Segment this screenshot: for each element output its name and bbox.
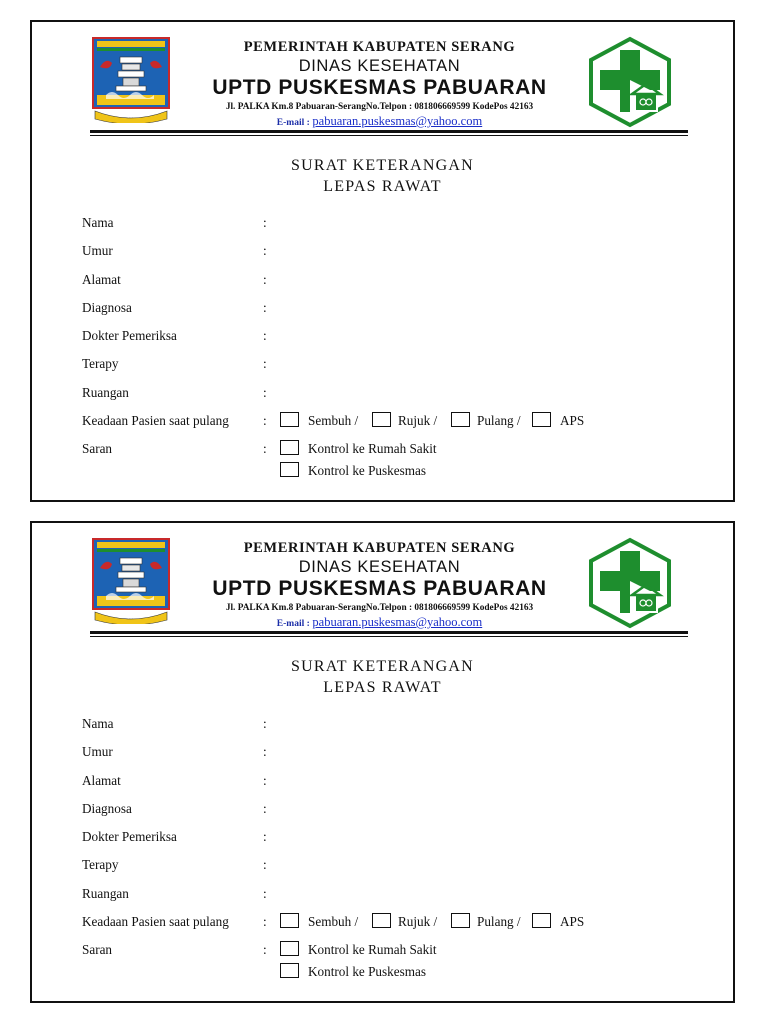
field-label: Dokter Pemeriksa [82,829,177,844]
field-label: Umur [82,744,113,759]
field-colon: : [263,413,267,428]
option-kontrol-rumah-sakit: Kontrol ke Rumah Sakit [308,441,437,456]
address: Jl. PALKA Km.8 Pabuaran-SerangNo.Telpon : 081806669599 KodePos 42163 [225,102,534,112]
email-line [177,114,582,130]
field-label: Dokter Pemeriksa [82,328,177,343]
field-label: Terapy [82,857,119,872]
field-saran [82,941,582,959]
option-pulang: Pulang / [477,914,521,929]
checkbox-sembuh[interactable] [280,412,299,427]
email-label: E-mail : [276,118,310,128]
puskesmas-green-cross-icon [586,36,674,128]
field-label: Nama [82,215,114,230]
header-divider-thin [90,636,688,637]
email-link[interactable]: pabuaran.puskesmas@yahoo.com [312,114,483,128]
field-colon: : [263,215,267,230]
svg-text:...: ... [128,616,134,621]
option-sembuh: Sembuh / [308,413,359,428]
field-colon: : [263,942,267,957]
option-kontrol-puskesmas: Kontrol ke Puskesmas [308,463,426,478]
address: Jl. PALKA Km.8 Pabuaran-SerangNo.Telpon : 081806669599 KodePos 42163 [225,603,534,613]
government-name: PEMERINTAH KABUPATEN SERANG [243,540,516,556]
field-label: Umur [82,243,113,258]
checkbox-aps[interactable] [532,913,551,928]
field-saran-2 [82,462,582,480]
field-colon: : [263,300,267,315]
checkbox-aps[interactable] [532,412,551,427]
option-rujuk: Rujuk / [398,914,438,929]
field-colon: : [263,914,267,929]
government-name: PEMERINTAH KABUPATEN SERANG [243,39,516,55]
option-kontrol-rumah-sakit: Kontrol ke Rumah Sakit [308,942,437,957]
field-saran-2 [82,963,582,981]
checkbox-kontrol-rumah-sakit[interactable] [280,941,299,956]
document-title: SURAT KETERANGAN [291,658,474,675]
field-label: Alamat [82,773,121,788]
document-subtitle: LEPAS RAWAT [323,178,442,195]
field-colon: : [263,385,267,400]
field-label: Saran [82,942,113,957]
svg-text:...: ... [128,115,134,120]
option-aps: APS [560,914,585,929]
field-label: Keadaan Pasien saat pulang [82,914,229,929]
field-label: Diagnosa [82,801,132,816]
option-pulang: Pulang / [477,413,521,428]
field-colon: : [263,829,267,844]
field-colon: : [263,272,267,287]
option-aps: APS [560,413,585,428]
letterhead [177,539,582,631]
unit-name: UPTD PUSKESMAS PABUARAN [212,577,547,600]
checkbox-kontrol-rumah-sakit[interactable] [280,440,299,455]
email-link[interactable]: pabuaran.puskesmas@yahoo.com [312,615,483,629]
puskesmas-green-cross-icon [586,537,674,629]
field-colon: : [263,886,267,901]
field-colon: : [263,328,267,343]
option-rujuk: Rujuk / [398,413,438,428]
field-saran [82,440,582,458]
document-subtitle: LEPAS RAWAT [323,679,442,696]
field-colon: : [263,356,267,371]
checkbox-rujuk[interactable] [372,412,391,427]
field-label: Nama [82,716,114,731]
serang-regency-crest-icon [92,37,170,123]
field-colon: : [263,744,267,759]
unit-name: UPTD PUSKESMAS PABUARAN [212,76,547,99]
field-label: Saran [82,441,113,456]
checkbox-kontrol-puskesmas[interactable] [280,963,299,978]
checkbox-sembuh[interactable] [280,913,299,928]
checkbox-kontrol-puskesmas[interactable] [280,462,299,477]
checkbox-pulang[interactable] [451,913,470,928]
checkbox-pulang[interactable] [451,412,470,427]
discharge-form-card-2 [30,521,735,1003]
field-label: Keadaan Pasien saat pulang [82,413,229,428]
email-line [177,615,582,631]
checkbox-rujuk[interactable] [372,913,391,928]
field-colon: : [263,801,267,816]
option-sembuh: Sembuh / [308,914,359,929]
department-name: DINAS KESEHATAN [298,57,461,75]
discharge-form-card-1 [30,20,735,502]
header-divider-thick [90,130,688,133]
field-label: Ruangan [82,886,129,901]
field-colon: : [263,773,267,788]
field-colon: : [263,857,267,872]
letterhead [177,38,582,130]
email-label: E-mail : [276,619,310,629]
field-colon: : [263,716,267,731]
header-divider-thick [90,631,688,634]
field-keadaan-pasien [82,913,642,931]
document-title: SURAT KETERANGAN [291,157,474,174]
department-name: DINAS KESEHATAN [298,558,461,576]
header-divider-thin [90,135,688,136]
option-kontrol-puskesmas: Kontrol ke Puskesmas [308,964,426,979]
field-label: Ruangan [82,385,129,400]
field-label: Terapy [82,356,119,371]
field-colon: : [263,441,267,456]
field-keadaan-pasien [82,412,642,430]
field-label: Alamat [82,272,121,287]
field-colon: : [263,243,267,258]
serang-regency-crest-icon [92,538,170,624]
field-label: Diagnosa [82,300,132,315]
